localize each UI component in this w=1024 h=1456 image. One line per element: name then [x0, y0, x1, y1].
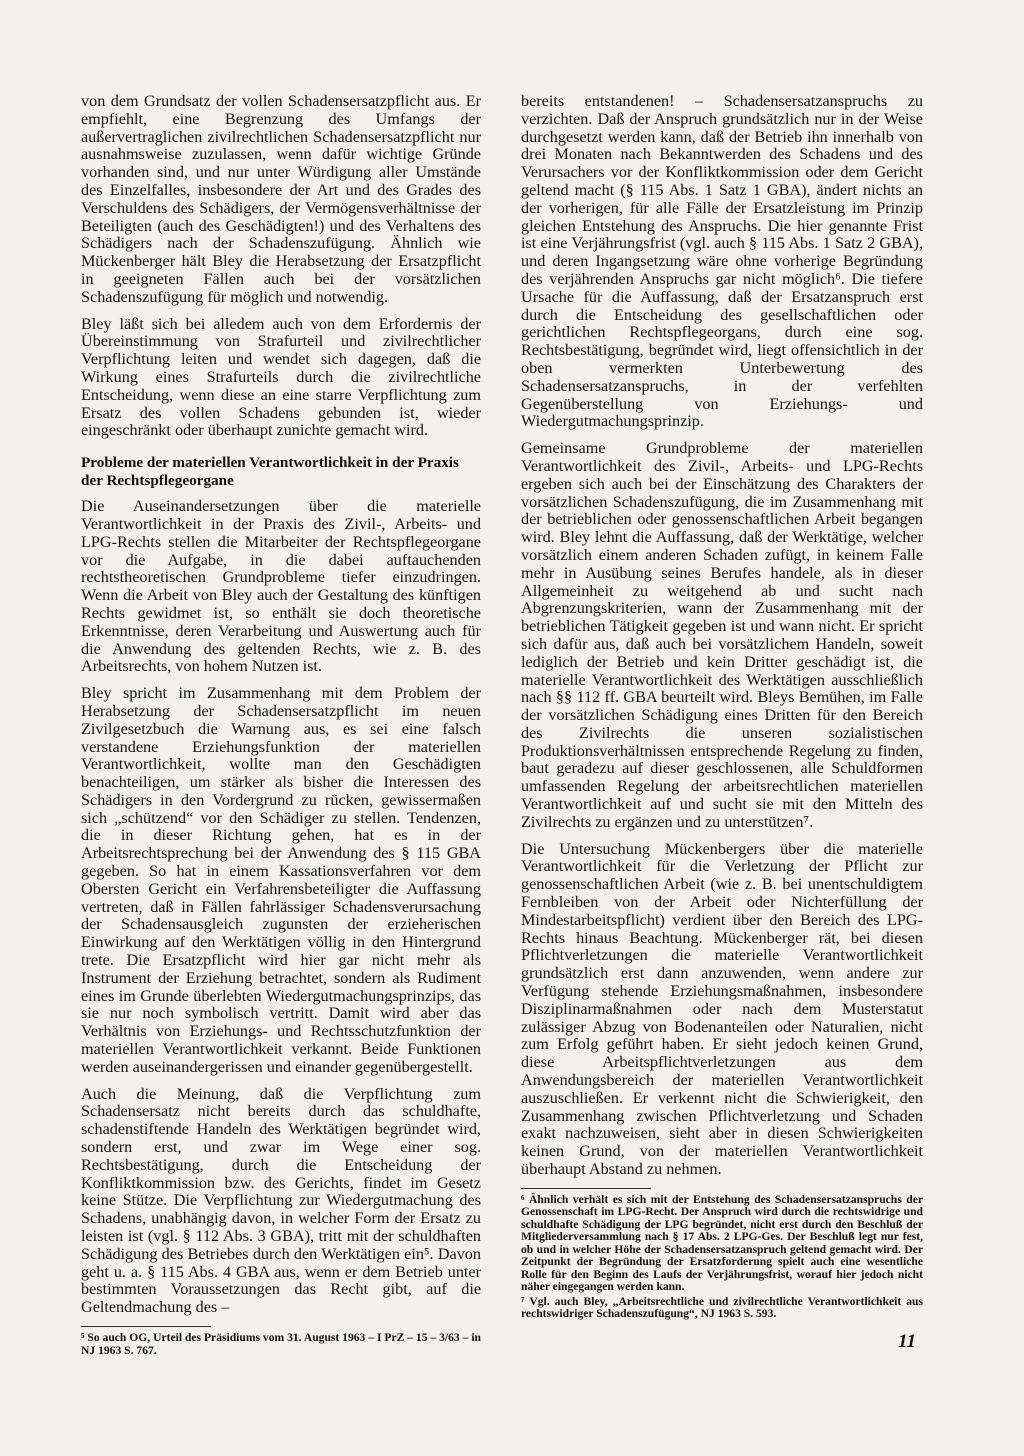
right-column [521, 93, 923, 1323]
footnote-divider [81, 1326, 211, 1327]
paragraph: Die Untersuchung Mückenbergers über die materielle Verantwortlichkeit für die Verletzung der Pflicht zur genossenschaftlichen Arbeit (wie z. B. bei unentschuldigtem Fernbleiben von der Arbeit oder Nichterfüllung der Mindestarbeitspflicht) verdient über den Bereich des LPG-Rechts hinaus Beachtung. Mückenberger rät, bei diesen Pflichtverletzungen die materielle Verantwortlichkeit grundsätzlich erst dann anzuwenden, wenn andere zur Verfügung stehende Erziehungsmaßnahmen, insbesondere Disziplinarmaßnahmen oder nach dem Musterstatut zulässiger Abzug von Bodenanteilen oder Naturalien, nicht zum Erfolg geführt haben. Er sieht jedoch keinen Grund, diese Arbeitspflichtverletzungen aus dem Anwendungsbereich der materiellen Verantwortlichkeit auszuschließen. Er verkennt nicht die Schwierigkeit, den Zusammenhang zwischen Pflichtverletzung und Schaden exakt nachzuweisen, sieht aber in diesen Schwierigkeiten keinen Grund, von der materiellen Verantwortlichkeit überhaupt Abstand zu nehmen. [521, 839, 923, 1179]
paragraph: Bley spricht im Zusammenhang mit dem Problem der Herabsetzung der Schadensersatzpflicht im neuen Zivilgesetzbuch die Warnung aus, es sei eine falsch verstandene Erziehungsfunktion der materiellen Verantwortlichkeit, wollte man den Geschädigten benachteiligen, um stärker als bisher die Interessen des Schädigers in den Vordergrund zu rücken, gewissermaßen sich „schützend“ vor den Schädiger zu stellen. Tendenzen, die in dieser Richtung gehen, hat es in der Arbeitsrechtsprechung bei der Anwendung des § 115 GBA gegeben. So hat in einem Kassationsverfahren vor dem Obersten Gericht ein Verfahrensbeteiligter die Auffassung vertreten, daß in Fällen fahrlässiger Schadensverursachung der Schadensausgleich zugunsten der erzieherischen Einwirkung auf den Werktätigen völlig in den Hintergrund trete. Die Ersatzpflicht wird hier gar nicht mehr als Instrument der Erziehung betrachtet, sondern als Rudiment eines im Grunde überlebten Wiedergutmachungsprinzips, das sie nur noch symbolisch vertritt. Damit wird aber das Verhältnis von Erziehungs- und Rechtsschutzfunktion der materiellen Verantwortlichkeit verkannt. Beide Funktionen werden auseinandergerissen und einander gegenübergestellt. [81, 684, 481, 1076]
section-heading: Probleme der materiellen Verantwortlichkeit in der Praxis der Rechtspflegeorgane [81, 454, 459, 489]
footnote: ⁶ Ähnlich verhält es sich mit der Entstehung des Schadensersatzanspruchs der Genossenschaft im LPG-Recht. Der Anspruch wird durch die rechtswidrige und schuldhafte Schädigung der LPG begründet, nicht erst durch den Beschluß der Mitgliederversammlung nach § 17 Abs. 2 LPG-Ges. Der Beschluß legt nur fest, ob und in welcher Höhe der Schadensersatzanspruch geltend gemacht wird. Der Zeitpunkt der Begründung der Ersatzforderung spielt auch eine wesentliche Rolle für den Beginn des Laufs der Verjährungsfrist, worauf hier jedoch nicht näher eingegangen werden kann. [521, 1192, 923, 1294]
paragraph: Auch die Meinung, daß die Verpflichtung zum Schadensersatz nicht bereits durch das schuldhafte, schadenstiftende Handeln des Werktätigen begründet wird, sondern erst, und zwar im Wege einer sog. Rechtsbestätigung, durch die Entscheidung der Konfliktkommission bzw. des Gerichts, findet im Gesetz keine Stütze. Die Verpflichtung zur Wiedergutmachung des Schadens, unabhängig davon, in welcher Form der Ersatz zu leisten ist (vgl. § 112 Abs. 3 GBA), tritt mit der schuldhaften Schädigung des Betriebes durch den Werktätigen ein⁵. Davon geht u. a. § 115 Abs. 4 GBA aus, wenn er dem Betrieb unter bestimmten Voraussetzungen das Recht gibt, auf die Geltendmachung des – [81, 1084, 481, 1317]
footnote-divider [521, 1188, 651, 1189]
paragraph: Die Auseinandersetzungen über die materielle Verantwortlichkeit in der Praxis des Zivil-, Arbeits- und LPG-Rechts stellen die Mitarbeiter der Rechtspflegeorgane vor die Aufgabe, in die dabei auftauchenden rechtstheoretischen Grundprobleme tiefer einzudringen. Wenn die Arbeit von Bley auch der Gestaltung des künftigen Rechts gewidmet ist, so enthält sie doch theoretische Erkenntnisse, deren Verarbeitung und Auswertung auch für die Anwendung des geltenden Rechts, wie z. B. des Arbeitsrechts, von hohem Nutzen ist. [81, 497, 481, 676]
paragraph: Gemeinsame Grundprobleme der materiellen Verantwortlichkeit des Zivil-, Arbeits- und LPG-Rechts ergeben sich auch bei der Einschätzung des Charakters der vorsätzlichen Schadenszufügung, die im Zusammenhang mit der betrieblichen oder genossenschaftlichen Arbeit begangen wird. Bley lehnt die Auffassung, daß der Werktätige, welcher vorsätzlich einem anderen Schaden zufügt, in keinem Falle mehr in Ausübung seines Berufes handele, als in dieser Allgemeinheit zu weitgehend ab und sucht nach Abgrenzungskriterien, wann der Zusammenhang mit der betrieblichen Tätigkeit gegeben ist und wann nicht. Er spricht sich dafür aus, daß auch bei vorsätzlichem Handeln, soweit lediglich der Betrieb und kein Dritter geschädigt ist, die materielle Verantwortlichkeit des Werktätigen ausschließlich nach §§ 112 ff. GBA beurteilt wird. Bleys Bemühen, im Falle der vorsätzlichen Schädigung eines Dritten für den Bereich des Zivilrechts die unseren sozialistischen Produktionsverhältnissen entsprechende Regelung zu finden, baut geradezu auf dieser geschlossenen, alle Schuldformen umfassenden Regelung der arbeitsrechtlichen materiellen Verantwortlichkeit auf und sucht sie mit den Mitteln des Zivilrechts zu ergänzen und zu unterstützen⁷. [521, 439, 923, 831]
paragraph: Bley läßt sich bei alledem auch von dem Erfordernis der Übereinstimmung von Strafurteil und zivilrechtlicher Verpflichtung leiten und wendet sich dagegen, daß die Wirkung eines Strafurteils durch die zivilrechtliche Entscheidung, wenn diese an eine starre Verpflichtung zum Ersatz des vollen Schadens gebunden ist, wieder eingeschränkt oder überhaupt zunichte gemacht wird. [81, 314, 481, 440]
paragraph: bereits entstandenen! – Schadensersatzanspruchs zu verzichten. Daß der Anspruch grundsätzlich nur in der Weise durchgesetzt werden kann, daß der Betrieb ihn innerhalb von drei Monaten nach Bekanntwerden des Schadens und des Verursachers vor der Konfliktkommission oder dem Gericht geltend macht (§ 115 Abs. 1 Satz 1 GBA), ändert nichts an der vorherigen, für alle Fälle der Ersatzleistung im Prinzip gleichen Entstehung des Anspruchs. Die hier genannte Frist ist eine Verjährungsfrist (vgl. auch § 115 Abs. 1 Satz 2 GBA), und deren Ingangsetzung wäre ohne vorherige Begründung des verjährenden Anspruchs gar nicht möglich⁶. Die tiefere Ursache für die Auffassung, daß der Ersatzanspruch erst durch die Entscheidung des gesellschaftlichen oder gerichtlichen Rechtspflegeorgans, durch eine sog. Rechtsbestätigung, begründet wird, liegt offensichtlich in der oben vermerkten Unterbewertung des Schadensersatzanspruchs, in der verfehlten Gegenüberstellung von Erziehungs- und Wiedergutmachungsprinzip. [521, 92, 923, 431]
page-number: 11 [898, 1331, 916, 1352]
left-column [81, 93, 481, 1359]
footnote: ⁷ Vgl. auch Bley, „Arbeitsrechtliche und zivilrechtliche Verantwortlichkeit aus rechtswidriger Schadenszufügung“, NJ 1963 S. 593. [521, 1294, 923, 1321]
paragraph: von dem Grundsatz der vollen Schadensersatzpflicht aus. Er empfiehlt, eine Begrenzung des Umfangs der außervertraglichen zivilrechtlichen Schadensersatzpflicht nur ausnahmsweise zuzulassen, wenn dafür wichtige Gründe vorhanden sind, und nur unter Würdigung aller Umstände des Einzelfalles, insbesondere der Art und des Grades des Verschuldens des Schädigers, der Vermögensverhältnisse der Beteiligten (auch des Geschädigten!) und des Verhaltens des Schädigers nach der Schadenszufügung. Ähnlich wie Mückenberger hält Bley die Herabsetzung der Ersatzpflicht in geeigneten Fällen auch bei der vorsätzlichen Schadenszufügung für möglich und notwendig. [81, 92, 481, 306]
footnote: ⁵ So auch OG, Urteil des Präsidiums vom 31. August 1963 – I PrZ – 15 – 3/63 – in NJ 1963 S. 767. [81, 1331, 481, 1357]
